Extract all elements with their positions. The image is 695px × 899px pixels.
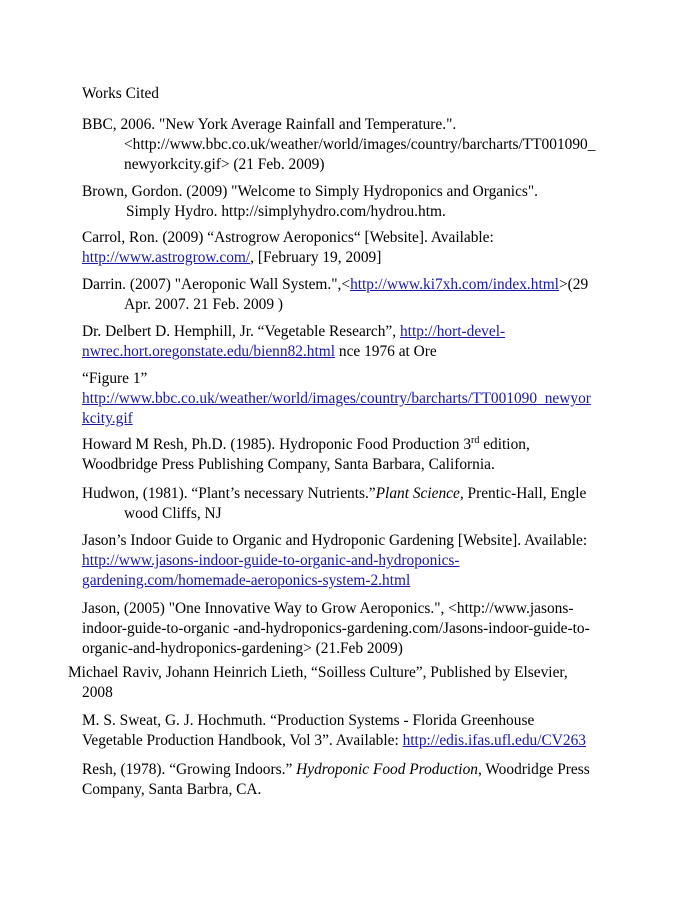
citation-text: Hudwon, (1981). “Plant’s necessary Nutrients.”: [82, 485, 376, 502]
citation-bbc: [82, 115, 595, 175]
citation-text: Prentic-Hall, Engle: [463, 485, 587, 502]
citation-hudwon: [82, 484, 586, 524]
citation-link[interactable]: http://www.astrogrow.com/: [82, 249, 251, 266]
citation-line: <http://www.bbc.co.uk/weather/world/images/country/barcharts/TT001090_: [124, 136, 596, 153]
citation-line: Jason’s Indoor Guide to Organic and Hydroponic Gardening [Website]. Available:: [82, 532, 588, 549]
citation-line: Jason, (2005) "One Innovative Way to Grow Aeroponics.", <http://www.jasons-: [82, 600, 574, 617]
citation-line: Woodbridge Press Publishing Company, Santa Barbara, California.: [82, 456, 495, 473]
citation-figure-1: [82, 369, 591, 429]
citation-carrol: [82, 228, 494, 268]
citation-link[interactable]: http://hort-devel-: [399, 323, 506, 340]
citation-text: Vegetable Production Handbook, Vol 3”. Available:: [82, 732, 403, 749]
citation-text: , [February 19, 2009]: [250, 249, 382, 266]
citation-line: newyorkcity.gif> (21 Feb. 2009): [124, 156, 325, 173]
citation-line: organic-and-hydroponics-gardening> (21.Feb 2009): [82, 640, 403, 657]
citation-line: indoor-guide-to-organic -and-hydroponics-gardening.com/Jasons-indoor-guide-to-: [82, 620, 590, 637]
citation-line: wood Cliffs, NJ: [124, 505, 222, 522]
citation-text: , Woodridge Press: [477, 761, 590, 778]
citation-text: edition,: [479, 436, 530, 453]
citation-link[interactable]: http://edis.ifas.ufl.edu/CV263: [402, 732, 586, 749]
citation-jasons-guide: [82, 531, 587, 591]
citation-line: “Figure 1”: [82, 370, 148, 387]
citation-raviv: [68, 663, 568, 703]
citation-link[interactable]: gardening.com/homemade-aeroponics-system-2.html: [82, 572, 411, 589]
citation-line: Company, Santa Barbra, CA.: [82, 781, 262, 798]
citation-line: Michael Raviv, Johann Heinrich Lieth, “Soilless Culture”, Published by Elsevier,: [68, 664, 568, 681]
superscript: rd: [471, 434, 480, 446]
citation-text: Howard M Resh, Ph.D. (1985). Hydroponic Food Production 3: [82, 436, 472, 453]
citation-text: >(29: [558, 276, 589, 293]
citation-italic: Plant Science,: [375, 485, 464, 502]
citation-hemphill: [82, 322, 505, 362]
citation-italic: Hydroponic Food Production: [296, 761, 478, 778]
citation-line: 2008: [82, 684, 113, 701]
citation-line: Apr. 2007. 21 Feb. 2009 ): [124, 296, 284, 313]
citation-line: Brown, Gordon. (2009) "Welcome to Simply Hydroponics and Organics".: [82, 183, 539, 200]
citation-link[interactable]: http://www.ki7xh.com/index.html: [350, 276, 559, 293]
citation-line: BBC, 2006. "New York Average Rainfall and Temperature.".: [82, 116, 457, 133]
citation-link[interactable]: kcity.gif: [82, 410, 133, 427]
citation-line: Simply Hydro. http://simplyhydro.com/hydrou.htm.: [126, 203, 446, 220]
citation-link[interactable]: nwrec.hort.oregonstate.edu/bienn82.html: [82, 343, 336, 360]
citation-link[interactable]: http://www.jasons-indoor-guide-to-organic-and-hydroponics-: [82, 552, 460, 569]
page-title: Works Cited: [82, 85, 159, 102]
citation-text: nce 1976 at Ore: [335, 343, 437, 360]
citation-resh-1978: [82, 760, 590, 800]
citation-sweat: [82, 711, 586, 751]
citation-line: M. S. Sweat, G. J. Hochmuth. “Production Systems - Florida Greenhouse: [82, 712, 535, 729]
citation-brown: [82, 182, 538, 222]
citation-darrin: [82, 275, 588, 315]
citation-jason-2005: [82, 599, 590, 659]
citation-text: Resh, (1978). “Growing Indoors.”: [82, 761, 297, 778]
citation-text: Darrin. (2007) "Aeroponic Wall System.",<: [82, 276, 351, 293]
citation-text: Dr. Delbert D. Hemphill, Jr. “Vegetable Research”,: [82, 323, 400, 340]
citation-resh-1985: [82, 435, 530, 475]
citation-link[interactable]: http://www.bbc.co.uk/weather/world/images/country/barcharts/TT001090_newyor: [82, 390, 591, 407]
citation-line: Carrol, Ron. (2009) “Astrogrow Aeroponics“ [Website]. Available:: [82, 229, 494, 246]
